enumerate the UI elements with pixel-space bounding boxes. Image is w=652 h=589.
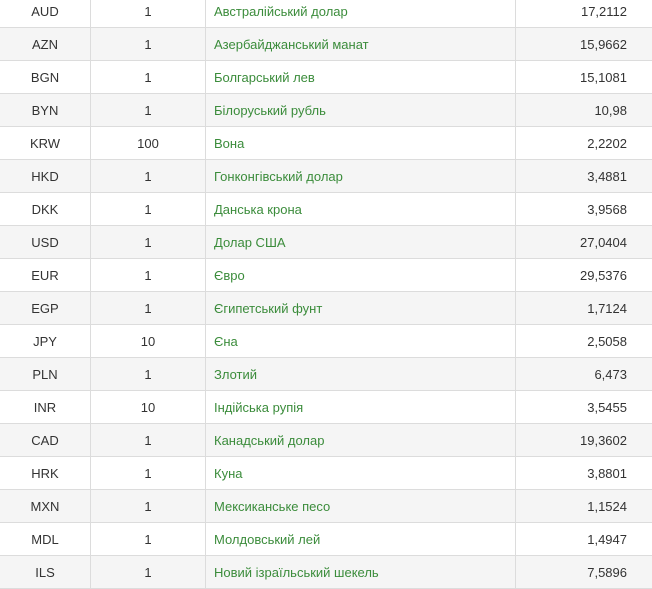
currency-units: 1 bbox=[91, 457, 206, 490]
currency-rate: 3,8801 bbox=[516, 457, 652, 490]
currency-units: 1 bbox=[91, 556, 206, 589]
currency-name-link[interactable]: Долар США bbox=[214, 235, 286, 250]
currency-name-cell bbox=[206, 325, 516, 358]
currency-code: BYN bbox=[0, 94, 91, 127]
currency-name-cell bbox=[206, 193, 516, 226]
currency-name-link[interactable]: Азербайджанський манат bbox=[214, 37, 369, 52]
currency-code: HRK bbox=[0, 457, 91, 490]
table-row bbox=[0, 0, 652, 28]
table-row bbox=[0, 28, 652, 61]
currency-rate: 3,4881 bbox=[516, 160, 652, 193]
currency-rate: 2,2202 bbox=[516, 127, 652, 160]
currency-name-cell bbox=[206, 490, 516, 523]
currency-rate: 2,5058 bbox=[516, 325, 652, 358]
currency-name-cell bbox=[206, 94, 516, 127]
currency-name-link[interactable]: Куна bbox=[214, 466, 242, 481]
currency-code: KRW bbox=[0, 127, 91, 160]
currency-code: DKK bbox=[0, 193, 91, 226]
currency-code: JPY bbox=[0, 325, 91, 358]
currency-code: AZN bbox=[0, 28, 91, 61]
currency-code: HKD bbox=[0, 160, 91, 193]
currency-rate: 1,4947 bbox=[516, 523, 652, 556]
currency-units: 10 bbox=[91, 391, 206, 424]
currency-units: 1 bbox=[91, 193, 206, 226]
currency-units: 1 bbox=[91, 358, 206, 391]
currency-name-cell bbox=[206, 457, 516, 490]
currency-name-link[interactable]: Гонконгівський долар bbox=[214, 169, 343, 184]
currency-rate: 15,1081 bbox=[516, 61, 652, 94]
currency-name-cell bbox=[206, 391, 516, 424]
currency-code: AUD bbox=[0, 0, 91, 28]
table-row bbox=[0, 523, 652, 556]
currency-code: MDL bbox=[0, 523, 91, 556]
currency-units: 1 bbox=[91, 0, 206, 28]
currency-rate: 29,5376 bbox=[516, 259, 652, 292]
currency-name-link[interactable]: Болгарський лев bbox=[214, 70, 315, 85]
currency-name-cell bbox=[206, 28, 516, 61]
currency-rate: 15,9662 bbox=[516, 28, 652, 61]
currency-rate: 17,2112 bbox=[516, 0, 652, 28]
currency-rate: 7,5896 bbox=[516, 556, 652, 589]
currency-name-cell bbox=[206, 358, 516, 391]
currency-code: BGN bbox=[0, 61, 91, 94]
table-row bbox=[0, 259, 652, 292]
currency-code: MXN bbox=[0, 490, 91, 523]
currency-rate: 27,0404 bbox=[516, 226, 652, 259]
currency-name-link[interactable]: Мексиканське песо bbox=[214, 499, 330, 514]
currency-rate: 3,9568 bbox=[516, 193, 652, 226]
table-row bbox=[0, 457, 652, 490]
currency-name-link[interactable]: Данська крона bbox=[214, 202, 302, 217]
currency-units: 1 bbox=[91, 61, 206, 94]
currency-code: EGP bbox=[0, 292, 91, 325]
table-row bbox=[0, 490, 652, 523]
table-row bbox=[0, 160, 652, 193]
table-row bbox=[0, 424, 652, 457]
currency-name-cell bbox=[206, 127, 516, 160]
currency-units: 100 bbox=[91, 127, 206, 160]
currency-units: 1 bbox=[91, 28, 206, 61]
currency-code: INR bbox=[0, 391, 91, 424]
currency-code: CAD bbox=[0, 424, 91, 457]
currency-rate: 10,98 bbox=[516, 94, 652, 127]
table-row bbox=[0, 325, 652, 358]
table-row bbox=[0, 94, 652, 127]
currency-name-cell bbox=[206, 292, 516, 325]
currency-name-link[interactable]: Індійська рупія bbox=[214, 400, 303, 415]
currency-name-cell bbox=[206, 226, 516, 259]
currency-units: 1 bbox=[91, 94, 206, 127]
currency-rate: 3,5455 bbox=[516, 391, 652, 424]
currency-name-cell bbox=[206, 0, 516, 28]
currency-units: 1 bbox=[91, 490, 206, 523]
currency-code: PLN bbox=[0, 358, 91, 391]
currency-name-link[interactable]: Євро bbox=[214, 268, 245, 283]
table-row bbox=[0, 391, 652, 424]
currency-code: EUR bbox=[0, 259, 91, 292]
currency-rate: 1,1524 bbox=[516, 490, 652, 523]
table-row bbox=[0, 193, 652, 226]
table-row bbox=[0, 127, 652, 160]
currency-units: 1 bbox=[91, 292, 206, 325]
currency-name-cell bbox=[206, 61, 516, 94]
currency-units: 1 bbox=[91, 424, 206, 457]
currency-name-link[interactable]: Австралійський долар bbox=[214, 4, 348, 19]
currency-rate: 6,473 bbox=[516, 358, 652, 391]
currency-name-link[interactable]: Канадський долар bbox=[214, 433, 324, 448]
currency-name-link[interactable]: Вона bbox=[214, 136, 244, 151]
currency-name-cell bbox=[206, 259, 516, 292]
currency-rate: 1,7124 bbox=[516, 292, 652, 325]
currency-units: 1 bbox=[91, 226, 206, 259]
currency-name-link[interactable]: Новий ізраїльський шекель bbox=[214, 565, 379, 580]
currency-name-link[interactable]: Єгипетський фунт bbox=[214, 301, 322, 316]
table-row bbox=[0, 556, 652, 589]
currency-units: 10 bbox=[91, 325, 206, 358]
currency-code: USD bbox=[0, 226, 91, 259]
currency-units: 1 bbox=[91, 523, 206, 556]
currency-name-link[interactable]: Злотий bbox=[214, 367, 257, 382]
currency-name-cell bbox=[206, 556, 516, 589]
table-row bbox=[0, 226, 652, 259]
currency-units: 1 bbox=[91, 160, 206, 193]
table-row bbox=[0, 61, 652, 94]
table-row bbox=[0, 292, 652, 325]
currency-name-cell bbox=[206, 424, 516, 457]
currency-units: 1 bbox=[91, 259, 206, 292]
currency-name-link[interactable]: Єна bbox=[214, 334, 238, 349]
currency-name-link[interactable]: Білоруський рубль bbox=[214, 103, 326, 118]
currency-rate: 19,3602 bbox=[516, 424, 652, 457]
currency-name-link[interactable]: Молдовський лей bbox=[214, 532, 320, 547]
currency-name-cell bbox=[206, 523, 516, 556]
table-row bbox=[0, 358, 652, 391]
currency-code: ILS bbox=[0, 556, 91, 589]
currency-name-cell bbox=[206, 160, 516, 193]
